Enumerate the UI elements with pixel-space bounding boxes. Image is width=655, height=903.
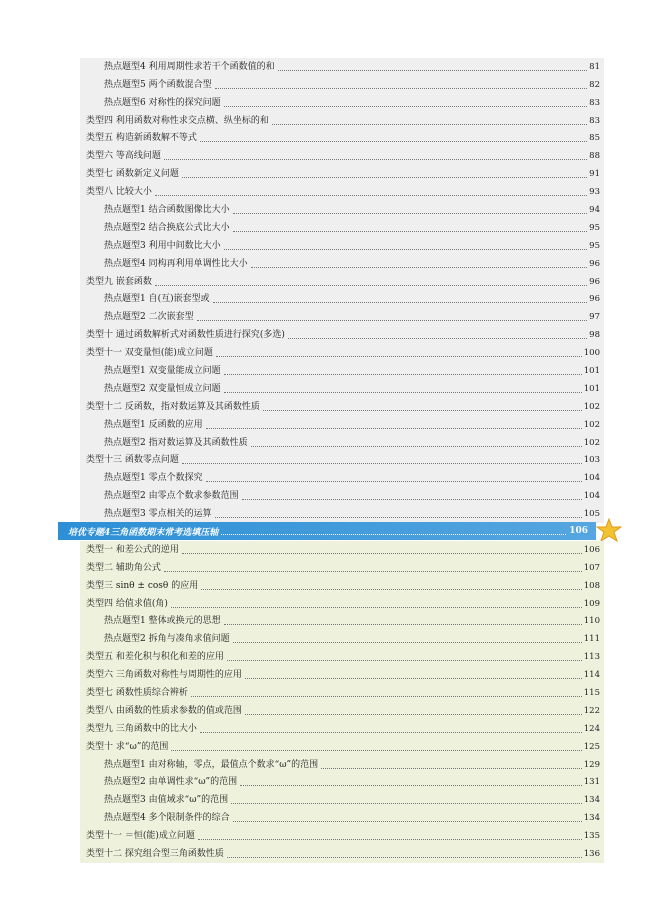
toc-entry-page: 96 <box>589 258 600 269</box>
toc-entry-label: 类型六 三角函数对称性与周期性的应用 <box>86 670 242 681</box>
toc-entry-label: 热点题型2 指对数运算及其函数性质 <box>104 437 248 448</box>
leader-dots <box>198 839 582 840</box>
toc-entry-label: 类型十三 函数零点问题 <box>86 455 179 466</box>
toc-entry[interactable] <box>80 452 604 470</box>
toc-entry-label: 类型三 sinθ ± cosθ 的应用 <box>86 580 199 591</box>
toc-entry-page: 103 <box>583 455 600 466</box>
toc-entry-label: 类型七 函数新定义问题 <box>86 169 179 180</box>
toc-entry[interactable] <box>80 666 604 684</box>
toc-entry[interactable] <box>80 255 604 273</box>
toc-entry[interactable] <box>80 201 604 219</box>
toc-entry-page: 95 <box>589 222 600 233</box>
leader-dots <box>242 499 582 500</box>
toc-entry[interactable] <box>80 362 604 380</box>
toc-entry-page: 82 <box>589 79 600 90</box>
toc-entry-label: 类型十 通过函数解析式对函数性质进行探究(多选) <box>86 330 285 341</box>
toc-entry[interactable] <box>80 398 604 416</box>
toc-entry[interactable] <box>80 756 604 774</box>
toc-entry-label: 热点题型1 反函数的应用 <box>104 419 203 430</box>
toc-entry-label: 类型八 由函数的性质求参数的值或范围 <box>86 705 242 716</box>
toc-entry-page: 115 <box>583 688 600 699</box>
toc-entry-page: 100 <box>583 348 600 359</box>
leader-dots <box>231 803 582 804</box>
toc-entry[interactable] <box>80 648 604 666</box>
toc-entry-label: 类型六 等高线问题 <box>86 151 161 162</box>
toc-entry-label: 类型五 和差化积与积化和差的应用 <box>86 652 224 663</box>
toc-entry-page: 134 <box>583 795 600 806</box>
toc-entry-label: 热点题型3 零点相关的运算 <box>104 509 212 520</box>
leader-dots <box>200 141 587 142</box>
leader-dots <box>251 446 582 447</box>
toc-entry[interactable] <box>80 112 604 130</box>
chapter-banner[interactable] <box>58 522 596 540</box>
toc-entry[interactable] <box>80 774 604 792</box>
toc-entry[interactable] <box>80 845 604 863</box>
leader-dots <box>288 338 587 339</box>
toc-entry-label: 热点题型1 自(互)嵌套型或 <box>104 294 210 305</box>
toc-entry-label: 热点题型4 同构再利用单调性比大小 <box>104 258 248 269</box>
leader-dots <box>155 285 587 286</box>
toc-entry-page: 83 <box>589 115 600 126</box>
toc-entry-label: 类型二 辅助角公式 <box>86 562 161 573</box>
toc-entry-page: 125 <box>583 741 600 752</box>
toc-entry-label: 热点题型1 由对称轴，零点，最值点个数求“ω”的范围 <box>104 759 319 770</box>
leader-dots <box>171 607 582 608</box>
leader-dots <box>182 553 582 554</box>
toc-entry-page: 102 <box>583 437 600 448</box>
toc-entry-label: 类型十一 双变量恒(能)成立问题 <box>86 348 213 359</box>
toc-section-a <box>80 58 604 523</box>
leader-dots <box>233 821 582 822</box>
leader-dots <box>155 195 587 196</box>
leader-dots <box>224 392 582 393</box>
toc-entry[interactable] <box>80 487 604 505</box>
leader-dots <box>272 124 587 125</box>
leader-dots <box>191 696 582 697</box>
toc-entry-page: 91 <box>589 169 600 180</box>
toc-entry-label: 热点题型1 结合函数图像比大小 <box>104 205 230 216</box>
toc-entry-label: 热点题型1 双变量能成立问题 <box>104 366 221 377</box>
toc-entry-label: 热点题型2 结合换底公式比大小 <box>104 222 230 233</box>
toc-entry-page: 109 <box>583 598 600 609</box>
toc-entry[interactable] <box>80 630 604 648</box>
leader-dots <box>221 534 566 535</box>
toc-entry-label: 类型七 函数性质综合辨析 <box>86 688 188 699</box>
toc-entry[interactable] <box>80 219 604 237</box>
leader-dots <box>227 857 582 858</box>
chapter-title: 培优专题4三角函数期末常考选填压轴 <box>68 527 219 538</box>
leader-dots <box>206 428 582 429</box>
toc-entry-page: 134 <box>583 813 600 824</box>
toc-entry-label: 热点题型6 对称性的探究问题 <box>104 97 221 108</box>
leader-dots <box>215 517 582 518</box>
leader-dots <box>201 589 582 590</box>
toc-entry-page: 102 <box>583 401 600 412</box>
toc-entry-label: 热点题型3 由值域求“ω”的范围 <box>104 795 229 806</box>
leader-dots <box>200 732 582 733</box>
toc-entry-page: 113 <box>583 652 600 663</box>
leader-dots <box>278 70 588 71</box>
leader-dots <box>240 785 582 786</box>
toc-entry-page: 136 <box>583 849 600 860</box>
toc-entry[interactable] <box>80 434 604 452</box>
toc-entry-page: 101 <box>583 383 600 394</box>
leader-dots <box>213 302 588 303</box>
toc-entry[interactable] <box>80 183 604 201</box>
toc-entry-label: 类型九 三角函数中的比大小 <box>86 723 197 734</box>
toc-entry-page: 131 <box>583 777 600 788</box>
toc-entry-page: 108 <box>583 580 600 591</box>
toc-entry-label: 类型十二 探究组合型三角函数性质 <box>86 849 224 860</box>
toc-entry-page: 122 <box>583 705 600 716</box>
leader-dots <box>182 177 587 178</box>
toc-entry[interactable] <box>80 326 604 344</box>
toc-entry-label: 热点题型4 利用周期性求若干个函数值的和 <box>104 61 275 72</box>
toc-entry-page: 105 <box>583 509 600 520</box>
leader-dots <box>233 642 582 643</box>
toc-entry-page: 106 <box>583 544 600 555</box>
toc-entry[interactable] <box>80 469 604 487</box>
toc-entry-page: 83 <box>589 97 600 108</box>
leader-dots <box>164 159 587 160</box>
toc-entry[interactable] <box>80 76 604 94</box>
leader-dots <box>263 410 582 411</box>
toc-entry-page: 96 <box>589 294 600 305</box>
toc-entry[interactable] <box>80 237 604 255</box>
toc-entry[interactable] <box>80 94 604 112</box>
toc-entry-page: 104 <box>583 491 600 502</box>
toc-entry[interactable] <box>80 308 604 326</box>
leader-dots <box>224 106 588 107</box>
chapter-page: 106 <box>569 526 588 536</box>
toc-entry-label: 热点题型1 零点个数探究 <box>104 473 203 484</box>
leader-dots <box>245 678 582 679</box>
toc-entry-page: 104 <box>583 473 600 484</box>
leader-dots <box>321 768 582 769</box>
leader-dots <box>224 374 582 375</box>
leader-dots <box>224 249 588 250</box>
toc-entry-page: 124 <box>583 723 600 734</box>
toc-entry-page: 85 <box>589 133 600 144</box>
leader-dots <box>227 660 582 661</box>
leader-dots <box>171 750 581 751</box>
toc-entry[interactable] <box>80 273 604 291</box>
toc-entry-label: 热点题型2 拆角与凑角求值问题 <box>104 634 230 645</box>
leader-dots <box>216 356 582 357</box>
toc-entry[interactable] <box>80 147 604 165</box>
toc-entry-page: 110 <box>583 616 600 627</box>
toc-entry-page: 94 <box>589 205 600 216</box>
toc-entry-label: 热点题型2 由单调性求“ω”的范围 <box>104 777 238 788</box>
toc-entry-page: 88 <box>589 151 600 162</box>
toc-entry-label: 类型十二 反函数，指对数运算及其函数性质 <box>86 401 260 412</box>
toc-entry[interactable] <box>80 791 604 809</box>
toc-entry[interactable] <box>80 416 604 434</box>
toc-entry[interactable] <box>80 541 604 559</box>
leader-dots <box>182 463 582 464</box>
toc-entry-label: 类型八 比较大小 <box>86 187 152 198</box>
toc-entry[interactable] <box>80 809 604 827</box>
leader-dots <box>245 714 582 715</box>
toc-entry-page: 96 <box>589 276 600 287</box>
toc-entry-page: 111 <box>583 634 600 645</box>
toc-entry-page: 114 <box>583 670 600 681</box>
leader-dots <box>233 213 588 214</box>
toc-entry[interactable] <box>80 559 604 577</box>
toc-entry-page: 101 <box>583 366 600 377</box>
toc-entry-page: 129 <box>583 759 600 770</box>
toc-entry-page: 107 <box>583 562 600 573</box>
toc-entry[interactable] <box>80 505 604 523</box>
toc-entry[interactable] <box>80 130 604 148</box>
toc-entry-page: 95 <box>589 240 600 251</box>
toc-entry[interactable] <box>80 595 604 613</box>
toc-entry[interactable] <box>80 380 604 398</box>
toc-entry-page: 93 <box>589 187 600 198</box>
toc-entry[interactable] <box>80 577 604 595</box>
toc-entry-label: 类型四 利用函数对称性求交点横、纵坐标的和 <box>86 115 269 126</box>
leader-dots <box>224 624 582 625</box>
toc-entry-label: 热点题型2 二次嵌套型 <box>104 312 194 323</box>
toc-entry[interactable] <box>80 613 604 631</box>
toc-entry-label: 类型一 和差公式的逆用 <box>86 544 179 555</box>
toc-entry-label: 类型九 嵌套函数 <box>86 276 152 287</box>
toc-entry[interactable] <box>80 58 604 76</box>
toc-entry-page: 98 <box>589 330 600 341</box>
toc-entry-label: 类型四 给值求值(角) <box>86 598 168 609</box>
toc-section-b <box>80 541 604 863</box>
leader-dots <box>251 267 588 268</box>
leader-dots <box>233 231 588 232</box>
leader-dots <box>164 571 582 572</box>
toc-entry[interactable] <box>80 738 604 756</box>
toc-entry-label: 类型五 构造新函数解不等式 <box>86 133 197 144</box>
toc-entry[interactable] <box>80 291 604 309</box>
toc-entry-label: 热点题型2 由零点个数求参数范围 <box>104 491 239 502</box>
toc-entry[interactable] <box>80 165 604 183</box>
toc-entry[interactable] <box>80 702 604 720</box>
toc-entry-label: 热点题型2 双变量恒成立问题 <box>104 383 221 394</box>
toc-entry[interactable] <box>80 827 604 845</box>
toc-entry-label: 热点题型1 整体或换元的思想 <box>104 616 221 627</box>
toc-entry-page: 97 <box>589 312 600 323</box>
toc-entry-page: 135 <box>583 831 600 842</box>
toc-entry-label: 热点题型4 多个限制条件的综合 <box>104 813 230 824</box>
leader-dots <box>206 481 582 482</box>
toc-entry-label: 热点题型5 两个函数混合型 <box>104 79 212 90</box>
toc-entry[interactable] <box>80 684 604 702</box>
toc-entry-label: 类型十一 ＝恒(能)成立问题 <box>86 831 195 842</box>
leader-dots <box>215 88 588 89</box>
toc-entry[interactable] <box>80 720 604 738</box>
toc-entry-label: 类型十 求“ω”的范围 <box>86 741 169 752</box>
toc-entry[interactable] <box>80 344 604 362</box>
toc-entry-label: 热点题型3 利用中间数比大小 <box>104 240 221 251</box>
toc-entry-page: 102 <box>583 419 600 430</box>
toc-entry-page: 81 <box>589 61 600 72</box>
leader-dots <box>197 320 588 321</box>
